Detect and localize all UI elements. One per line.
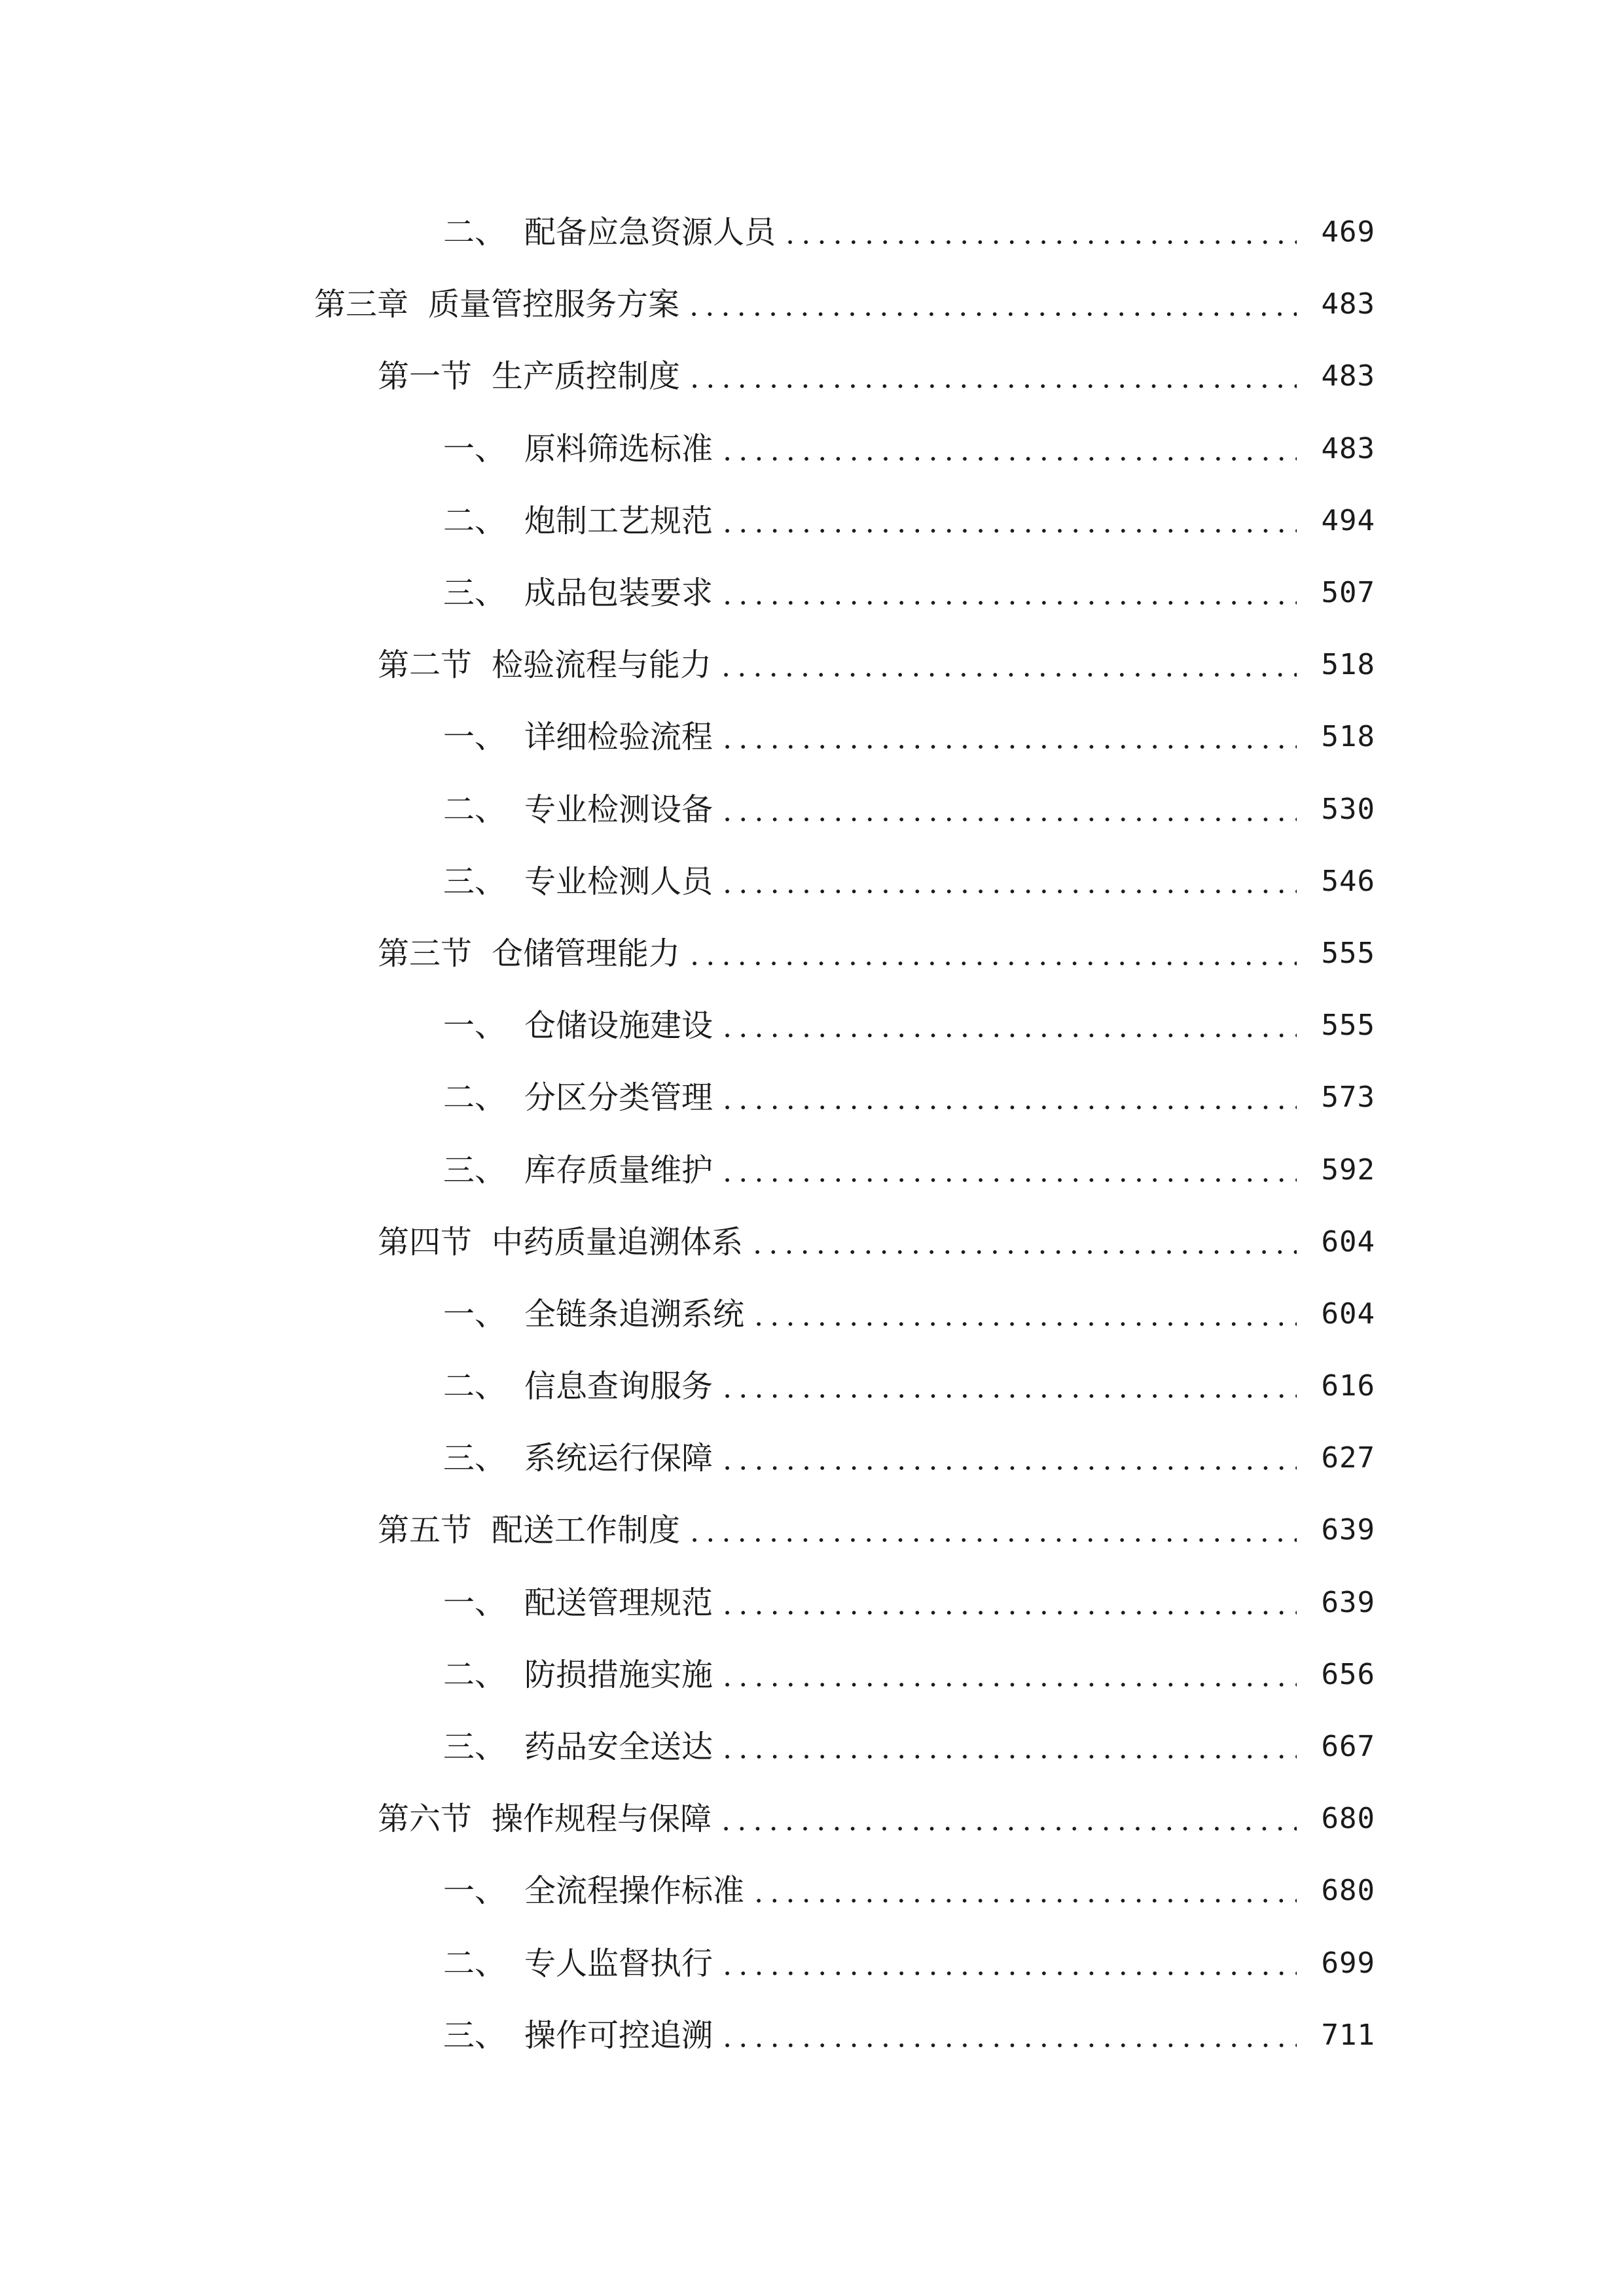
toc-entry-title: 原料筛选标准 [524,430,713,467]
toc-entry-page-number: 680 [1321,1874,1375,1908]
toc-entry-title: 仓储管理能力 [492,935,681,972]
toc-entry-number: 三、 [443,1151,507,1189]
toc-entry-page-number: 667 [1321,1730,1375,1764]
toc-dot-leader [718,649,1297,681]
toc-entry-number: 三、 [443,863,507,900]
toc-entry-page-number: 546 [1321,864,1375,898]
toc-entry-number: 一、 [443,1295,507,1333]
toc-entry-title: 分区分类管理 [524,1079,713,1117]
toc-entry-title: 专业检测设备 [524,791,713,828]
toc-entry[interactable] [0,1928,1624,2000]
toc-entry-page-number: 469 [1321,215,1375,249]
toc-entry-title: 配送工作制度 [492,1512,681,1549]
toc-entry-page-number: 639 [1321,1585,1375,1619]
toc-entry-number: 第一节 [378,358,473,395]
toc-entry-page-number: 616 [1321,1369,1375,1403]
toc-entry-number: 二、 [443,1945,507,1982]
toc-entry-title: 专人监督执行 [524,1945,713,1982]
toc-dot-leader [719,505,1297,537]
toc-entry-title: 系统运行保障 [524,1440,713,1477]
toc-entry-title: 信息查询服务 [524,1368,713,1405]
toc-entry-title: 生产质控制度 [492,358,681,395]
toc-entry-number: 三、 [443,575,507,612]
toc-entry-page-number: 604 [1321,1297,1375,1331]
toc-dot-leader [719,1948,1297,1979]
toc-entry[interactable] [0,1278,1624,1350]
toc-entry-title: 仓储设施建设 [524,1007,713,1045]
toc-entry[interactable] [0,846,1624,918]
toc-entry[interactable] [0,629,1624,701]
toc-entry-number: 二、 [443,1368,507,1405]
toc-entry-number: 第三章 [314,286,409,323]
toc-entry-number: 一、 [443,719,507,756]
toc-dot-leader [687,1515,1297,1546]
toc-dot-leader [719,1731,1297,1763]
toc-dot-leader [719,1587,1297,1619]
toc-entry[interactable] [0,1639,1624,1711]
toc-entry-page-number: 711 [1321,2018,1375,2052]
toc-dot-leader [719,1155,1297,1186]
toc-entry-page-number: 699 [1321,1946,1375,1980]
toc-entry-title: 库存质量维护 [524,1151,713,1189]
toc-entry[interactable] [0,1711,1624,1783]
toc-entry-title: 操作规程与保障 [492,1801,712,1838]
toc-entry-page-number: 555 [1321,936,1375,970]
toc-entry-number: 一、 [443,1584,507,1621]
toc-entry-page-number: 627 [1321,1441,1375,1475]
toc-entry[interactable] [0,485,1624,557]
toc-entry-number: 三、 [443,1729,507,1766]
toc-dot-leader [719,577,1297,609]
toc-entry[interactable] [0,268,1624,340]
toc-dot-leader [718,1803,1297,1835]
toc-entry[interactable] [0,774,1624,846]
toc-dot-leader [719,721,1297,753]
toc-entry-number: 第二节 [378,647,473,684]
toc-entry-title: 全流程操作标准 [524,1873,745,1910]
toc-entry-title: 药品安全送达 [524,1729,713,1766]
toc-dot-leader [749,1227,1297,1258]
toc-entry[interactable] [0,1206,1624,1278]
toc-entry-number: 二、 [443,791,507,828]
toc-entry[interactable] [0,918,1624,990]
toc-entry[interactable] [0,557,1624,629]
toc-entry-page-number: 639 [1321,1513,1375,1547]
toc-dot-leader [687,938,1297,969]
toc-dot-leader [719,1082,1297,1113]
toc-dot-leader [687,361,1297,392]
toc-entry[interactable] [0,701,1624,773]
toc-entry-number: 一、 [443,430,507,467]
toc-entry-title: 操作可控追溯 [524,2017,713,2054]
toc-entry-number: 二、 [443,214,507,251]
toc-entry-number: 第五节 [378,1512,473,1549]
toc-entry-page-number: 507 [1321,576,1375,610]
toc-entry-title: 检验流程与能力 [492,647,712,684]
toc-entry-title: 配送管理规范 [524,1584,713,1621]
toc-entry[interactable] [0,340,1624,412]
toc-dot-leader [719,1659,1297,1691]
toc-entry-title: 中药质量追溯体系 [492,1223,744,1261]
toc-entry[interactable] [0,2000,1624,2072]
toc-entry-page-number: 555 [1321,1009,1375,1043]
toc-entry-number: 一、 [443,1007,507,1045]
toc-dot-leader [719,433,1297,465]
toc-dot-leader [686,289,1297,320]
toc-entry-number: 三、 [443,1440,507,1477]
toc-entry-title: 质量管控服务方案 [428,286,680,323]
toc-entry-page-number: 604 [1321,1225,1375,1259]
toc-entry-number: 一、 [443,1873,507,1910]
toc-dot-leader [719,1371,1297,1402]
toc-dot-leader [782,217,1297,248]
toc-entry[interactable] [0,1134,1624,1206]
toc-entry-page-number: 680 [1321,1802,1375,1836]
toc-entry-page-number: 483 [1321,287,1375,321]
toc-entry-page-number: 483 [1321,431,1375,465]
toc-entry[interactable] [0,1855,1624,1927]
toc-entry-title: 专业检测人员 [524,863,713,900]
toc-entry-number: 二、 [443,1079,507,1117]
toc-entry[interactable] [0,1567,1624,1639]
toc-entry-title: 成品包装要求 [524,575,713,612]
toc-dot-leader [751,1299,1297,1330]
toc-entry-page-number: 656 [1321,1657,1375,1691]
toc-entry-page-number: 518 [1321,720,1375,754]
toc-dot-leader [719,866,1297,897]
toc-entry-title: 全链条追溯系统 [524,1295,745,1333]
toc-dot-leader [719,1010,1297,1041]
table-of-contents [0,196,1624,2072]
toc-entry[interactable] [0,1783,1624,1855]
toc-dot-leader [719,2020,1297,2051]
toc-entry[interactable] [0,1494,1624,1566]
toc-dot-leader [719,794,1297,825]
toc-entry-page-number: 530 [1321,792,1375,826]
toc-entry-title: 炮制工艺规范 [524,502,713,539]
toc-entry[interactable] [0,1422,1624,1494]
toc-dot-leader [751,1875,1297,1907]
toc-entry-number: 第六节 [378,1801,473,1838]
toc-entry[interactable] [0,1062,1624,1134]
toc-entry-title: 配备应急资源人员 [524,214,776,251]
toc-entry[interactable] [0,413,1624,485]
toc-entry[interactable] [0,196,1624,268]
toc-entry-number: 二、 [443,1656,507,1693]
toc-dot-leader [719,1443,1297,1474]
toc-entry-title: 防损措施实施 [524,1656,713,1693]
toc-entry-title: 详细检验流程 [524,719,713,756]
toc-entry[interactable] [0,990,1624,1062]
toc-entry-page-number: 483 [1321,359,1375,393]
toc-entry-number: 二、 [443,502,507,539]
toc-entry-page-number: 592 [1321,1153,1375,1187]
toc-entry-page-number: 494 [1321,503,1375,537]
toc-entry-number: 第四节 [378,1223,473,1261]
toc-entry-page-number: 518 [1321,648,1375,682]
toc-entry[interactable] [0,1350,1624,1422]
toc-entry-number: 第三节 [378,935,473,972]
toc-entry-number: 三、 [443,2017,507,2054]
toc-entry-page-number: 573 [1321,1081,1375,1115]
